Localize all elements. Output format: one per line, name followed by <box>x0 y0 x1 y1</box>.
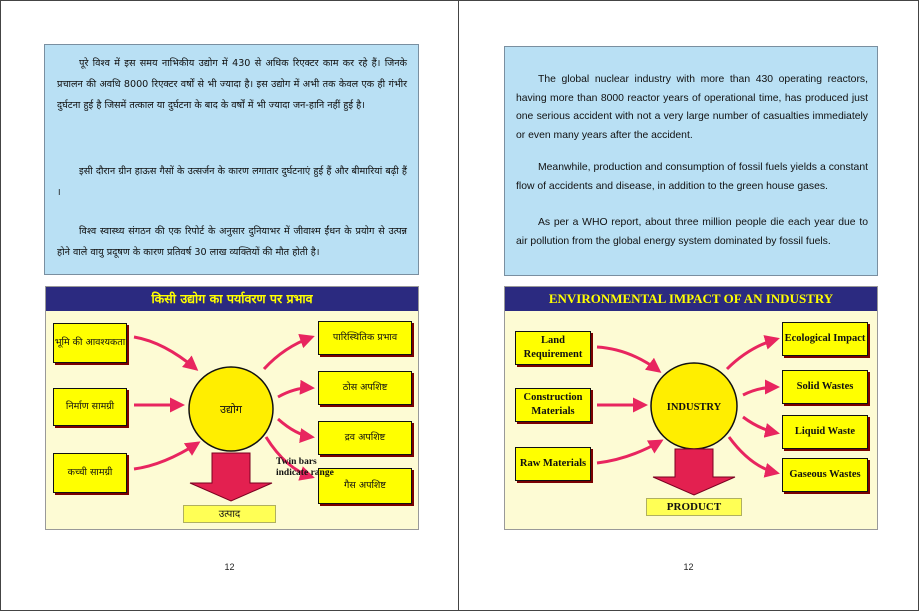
product-arrow <box>653 449 735 495</box>
diagram-title: किसी उद्योग का पर्यावरण पर प्रभाव <box>46 287 418 311</box>
input-raw-materials: Raw Materials <box>515 447 591 481</box>
input-land-requirement: भूमि की आवश्यकता <box>53 323 127 363</box>
input-land-requirement: Land Requirement <box>515 331 591 365</box>
output-gaseous-waste: गैस अपशिष्ट <box>318 468 412 504</box>
english-paragraph-2: Meanwhile, production and consumption of fossil fuels yields a constant flow of accidents and disease, in addition to the green house gases. <box>516 162 868 192</box>
input-arrow-3 <box>134 443 198 469</box>
output-arrow-1 <box>264 337 312 369</box>
hindi-paragraph-1: पूरे विश्व में इस समय नाभिकीय उद्योग में 430 से अधिक रिएक्टर काम कर रहे हैं। जिनके प्रचालन की अवधि 8000 रिएक्टर वर्षों से भी ज्यादा है। इस उद्योग में अभी तक केवल एक ही गंभीर दुर्घटना हुई है जिसमें तत्काल या दुर्घटना के बाद के वर्षों में भी ज्यादा जन-हानि नहीं हुई है। <box>57 58 407 111</box>
diagram-title: ENVIRONMENTAL IMPACT OF AN INDUSTRY <box>505 287 877 311</box>
input-arrow-3 <box>597 441 661 463</box>
english-paragraph-3: As per a WHO report, about three million people die each year due to air pollution from the global energy system dominated by fossil fuels. <box>516 217 868 247</box>
output-ecological-impact: पारिस्थितिक प्रभाव <box>318 321 412 355</box>
hindi-paragraph-3: विश्व स्वास्थ्य संगठन की एक रिपोर्ट के अनुसार दुनियाभर में जीवाश्म ईंधन के प्रयोग से उत्पन्न होने वाले वायु प्रदूषण के कारण प्रतिवर्ष 30 लाख व्यक्तियों की मौत होती है। <box>57 226 407 258</box>
industry-label: उद्योग <box>220 402 242 416</box>
input-arrow-1 <box>597 347 659 371</box>
page-number: 12 <box>224 562 235 572</box>
page-number: 12 <box>683 562 694 572</box>
output-solid-waste: ठोस अपशिष्ट <box>318 371 412 405</box>
product-label: PRODUCT <box>646 498 742 516</box>
output-gaseous-waste: Gaseous Wastes <box>782 458 868 492</box>
input-construction-materials: Construction Materials <box>515 388 591 422</box>
input-raw-materials: कच्ची सामग्री <box>53 453 127 493</box>
right-page <box>458 0 919 611</box>
product-label: उत्पाद <box>183 505 276 523</box>
hindi-paragraph-2: इसी दौरान ग्रीन हाऊस गैसों के उत्सर्जन के कारण लगातार दुर्घटनाएं हुई हैं और बीमारियां बढ़ी हैं । <box>57 166 407 198</box>
english-paragraph-1: The global nuclear industry with more than 430 operating reactors, having more than 8000 reactor years of operational time, has produced just one serious accident with not a very large number of casualties immediately or even many years after the accident. <box>516 74 868 141</box>
output-arrow-3 <box>278 419 312 437</box>
english-impact-diagram <box>504 286 878 530</box>
output-solid-waste: Solid Wastes <box>782 370 868 404</box>
output-arrow-3 <box>743 417 777 433</box>
output-arrow-4 <box>729 437 777 473</box>
input-construction-materials: निर्माण सामग्री <box>53 388 127 426</box>
output-arrow-2 <box>278 388 312 397</box>
input-arrow-1 <box>134 337 196 369</box>
output-liquid-waste: द्रव अपशिष्ट <box>318 421 412 455</box>
output-ecological-impact: Ecological Impact <box>782 322 868 356</box>
hindi-impact-diagram <box>45 286 419 530</box>
english-text-box <box>504 46 878 276</box>
hindi-text-box <box>44 44 419 275</box>
left-page <box>0 0 459 611</box>
output-arrow-2 <box>743 387 777 395</box>
product-arrow <box>190 453 272 501</box>
industry-label: INDUSTRY <box>666 401 722 413</box>
output-liquid-waste: Liquid Waste <box>782 415 868 449</box>
output-arrow-1 <box>727 339 777 369</box>
twin-bars-note: Twin bars indicate range <box>276 457 334 478</box>
